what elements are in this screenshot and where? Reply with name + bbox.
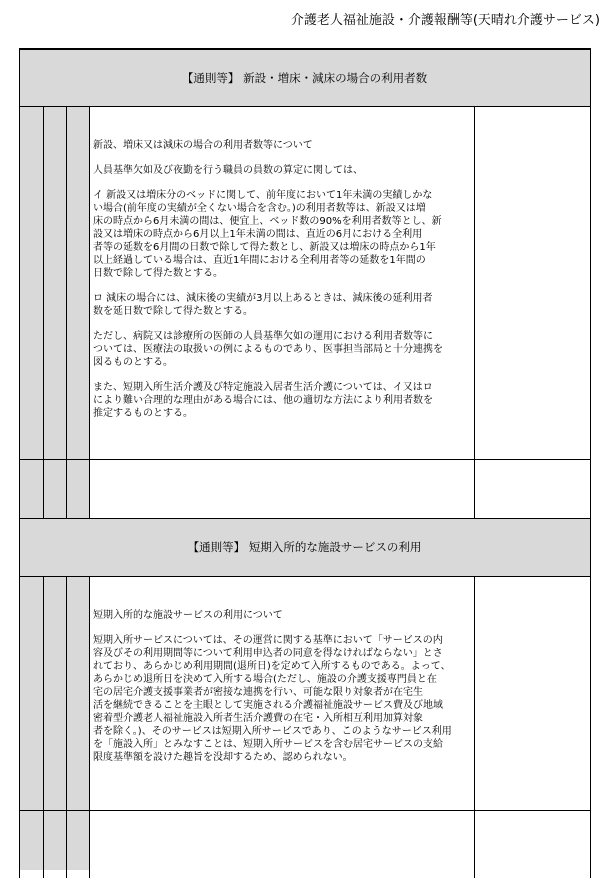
table-border [19, 576, 591, 577]
section-content [89, 576, 474, 810]
table-border [19, 518, 591, 519]
table-border [89, 576, 90, 878]
table-border [43, 576, 44, 878]
check-column-3 [66, 106, 89, 518]
table-border [474, 106, 475, 518]
table-border [19, 810, 591, 811]
check-column-2 [43, 106, 66, 518]
document-header-title: 介護老人福祉施設・介護報酬等(天晴れ介護サービス) [290, 13, 600, 28]
table-border [66, 576, 67, 878]
check-column-1 [19, 576, 43, 870]
check-column-1 [19, 106, 43, 518]
check-column-2 [43, 576, 66, 870]
content-paragraph: ただし、病院又は診療所の医師の人員基準欠如の運用における利用者数等に ついては、医療法の取扱いの例によるものであり、医事担当部局と十分連携を 図るものとする。 [93, 331, 443, 368]
content-paragraph: ロ 減床の場合には、減床後の実績が3月以上あるときは、減床後の延利用者 数を延日数で除して得た数とする。 [93, 293, 433, 317]
section-title-text: 【通則等】 短期入所的な施設サービスの利用 [187, 540, 422, 554]
content-paragraph: 人員基準欠如及び夜勤を行う職員の員数の算定に関しては、 [93, 165, 363, 176]
section-content [89, 106, 474, 459]
section-title-text: 【通則等】 新設・増床・減床の場合の利用者数 [181, 70, 428, 85]
table-border [19, 106, 591, 107]
content-paragraph: 新設、増床又は減床の場合の利用者数等について [93, 140, 313, 151]
content-paragraph: 短期入所サービスについては、その運営に関する基準において「サービスの内 容及びその利用期間等について利用申込者の同意を得なければならない」とさ れており、あらかじめ利用期間(退所日)を定めて入所するものである。よって、 あらかじめ退所日を決めて入所する場合(ただし、施設の介護支援専門員と在 宅の居宅介護支援事業者が密接な連携を行い、可能な限り対象者が在宅生 活を継続できることを主眼として実施される介護福祉施設サービス費及び地域 密着型介護老人福祉施設入所者生活介護費の在宅・入所相互利用加算対象 者を除く。)、そのサービスは短期入所サービスであり、このようなサービス利用 を「施設入所」とみなすことは、短期入所サービスを含む居宅サービスの支給 限度基準額を設けた趣旨を没却するため、認められない。 [93, 635, 452, 763]
table-border [89, 106, 90, 518]
content-paragraph: イ 新設又は増床分のベッドに関して、前年度において1年未満の実績しかな い場合(前年度の実績が全くない場合を含む。)の利用者数等は、新設又は増 床の時点から6月未満の間は、便宜上、ベッド数の90%を利用者数等とし、新 設又は増床の時点から6月以上1年未満の間は、直近の6月における全利用 者等の延数を6月間の日数で除して得た数とし、新設又は増床の時点から1年 以上経過している場合は、直近1年間における全利用者等の延数を1年間の 日数で除して得た数とする。 [93, 190, 442, 279]
content-paragraph: 短期入所的な施設サービスの利用について [93, 610, 283, 621]
section-title [19, 518, 590, 576]
content-paragraph: また、短期入所生活介護及び特定施設入居者生活介護については、イ又はロ により難い合理的な理由がある場合には、他の適切な方法により利用者数を 推定するものとする。 [93, 382, 433, 419]
table-border [590, 48, 591, 878]
table-border [19, 48, 591, 50]
section-title [19, 49, 590, 106]
table-border [474, 576, 475, 878]
check-column-3 [66, 576, 89, 870]
table-border [43, 106, 44, 518]
table-border [19, 459, 591, 460]
table-border [19, 48, 20, 878]
table-border [66, 106, 67, 518]
